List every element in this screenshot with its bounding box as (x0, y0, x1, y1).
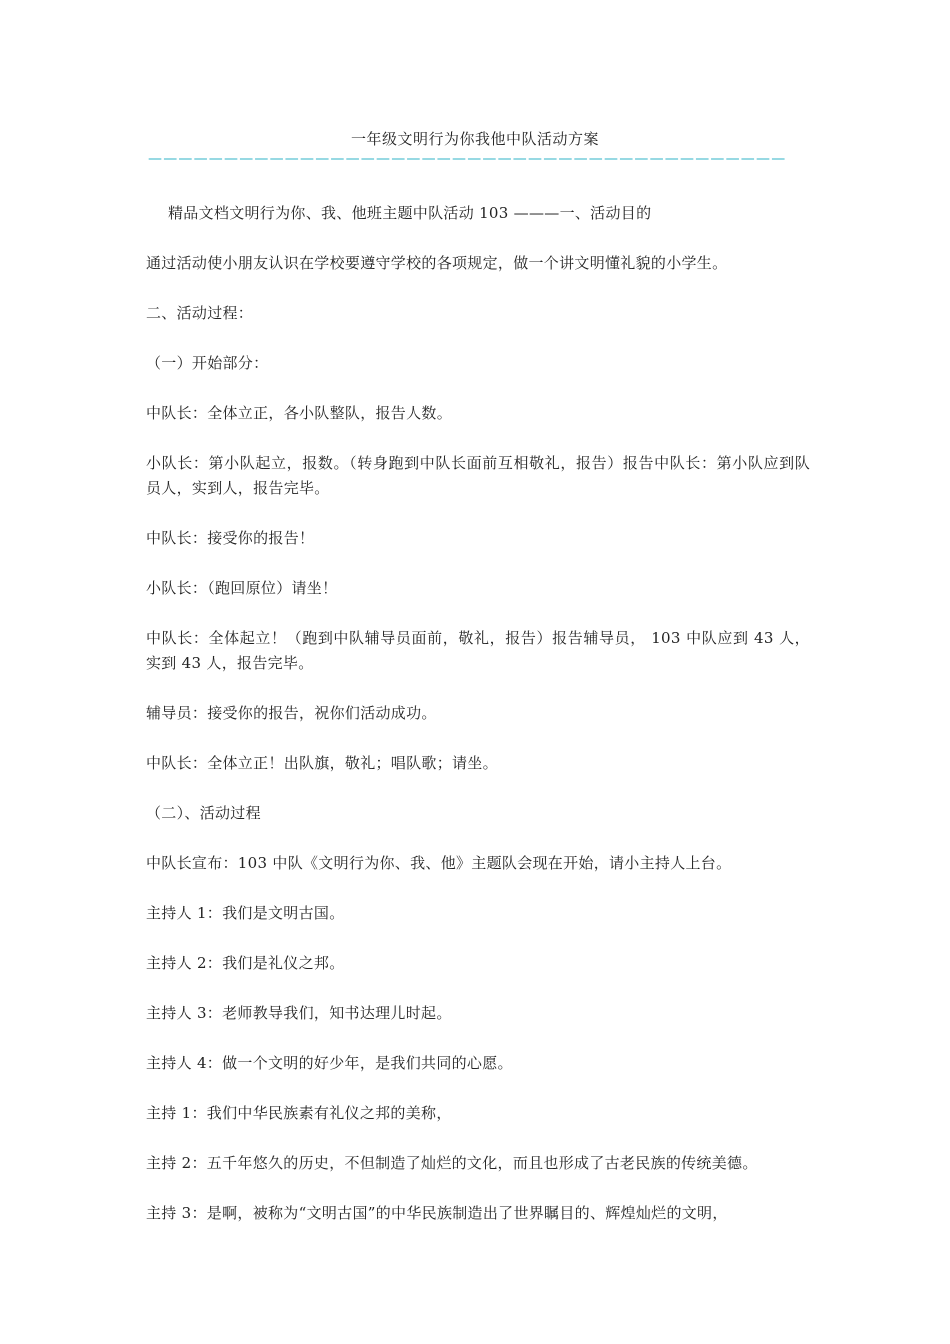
paragraph: 主持人 3：老师教导我们，知书达理儿时起。 (146, 1004, 452, 1022)
paragraph: 主持 1：我们中华民族素有礼仪之邦的美称， (146, 1104, 452, 1122)
paragraph: 中队长：全体立正，各小队整队，报告人数。 (146, 404, 453, 422)
paragraph: 主持人 2：我们是礼仪之邦。 (146, 954, 345, 972)
subsection-heading: （一）开始部分： (146, 354, 269, 372)
paragraph: 小队长：（跑回原位）请坐！ (146, 579, 338, 597)
paragraph: 中队长：接受你的报告！ (146, 529, 315, 547)
title-divider: —————————————————————————————————————————— (148, 152, 787, 166)
document-body (146, 201, 810, 1251)
subsection-heading: （二）、活动过程 (146, 804, 261, 822)
document-title: 一年级文明行为你我他中队活动方案 (350, 130, 599, 148)
paragraph: 主持人 1：我们是文明古国。 (146, 904, 345, 922)
paragraph: 主持 3：是啊，被称为“文明古国”的中华民族制造出了世界瞩目的、辉煌灿烂的文明， (146, 1204, 728, 1222)
paragraph: 辅导员：接受你的报告，祝你们活动成功。 (146, 704, 437, 722)
paragraph: 主持 2：五千年悠久的历史，不但制造了灿烂的文化，而且也形成了古老民族的传统美德。 (146, 1154, 758, 1172)
paragraph: 主持人 4：做一个文明的好少年，是我们共同的心愿。 (146, 1054, 513, 1072)
paragraph: 中队长：全体起立！（跑到中队辅导员面前，敬礼，报告）报告辅导员， 103 中队应到 43 人，实到 43 人，报告完毕。 (146, 629, 810, 672)
paragraph: 中队长：全体立正！出队旗，敬礼；唱队歌；请坐。 (146, 754, 498, 772)
paragraph-intro: 精品文档文明行为你、我、他班主题中队活动 103 ———一、活动目的 (168, 204, 652, 222)
paragraph: 通过活动使小朋友认识在学校要遵守学校的各项规定，做一个讲文明懂礼貌的小学生。 (146, 254, 728, 272)
section-heading: 二、活动过程： (146, 304, 254, 322)
paragraph: 小队长：第小队起立，报数。（转身跑到中队长面前互相敬礼，报告）报告中队长：第小队应到队员人，实到人，报告完毕。 (146, 454, 810, 497)
paragraph: 中队长宣布：103 中队《文明行为你、我、他》主题队会现在开始，请小主持人上台。 (146, 854, 732, 872)
